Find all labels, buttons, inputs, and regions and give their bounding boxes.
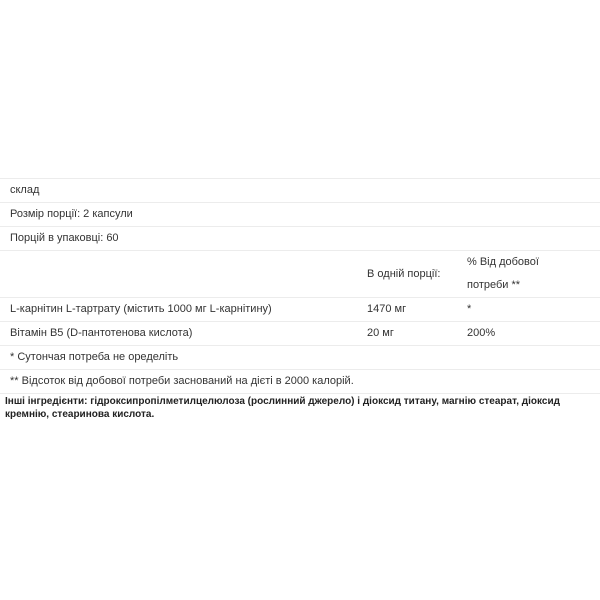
footnote: ** Відсоток від добової потреби заснований на дієті в 2000 калорій. bbox=[0, 370, 600, 394]
ingredient-dv: * bbox=[467, 298, 600, 322]
footnote: * Сутончая потреба не оределіть bbox=[0, 346, 600, 370]
ingredient-dv: 200% bbox=[467, 322, 600, 346]
ingredient-name: L-карнітин L-тартрату (містить 1000 мг L-карнітину) bbox=[0, 298, 367, 322]
section-title: склад bbox=[0, 179, 600, 203]
table-row bbox=[0, 298, 600, 322]
other-ingredients: Інші інгредієнти: гідроксипропілметилцелюлоза (рослинний джерело) і діоксид титану, магнію стеарат, діоксид кремнію, стеаринова кислота. bbox=[5, 396, 560, 420]
table-header bbox=[0, 251, 600, 298]
servings-per-container: Порцій в упаковці: 60 bbox=[0, 227, 600, 251]
supplement-facts-table bbox=[0, 178, 600, 394]
per-serving-header: В одній порції: bbox=[367, 251, 467, 298]
ingredient-name: Вітамін B5 (D-пантотенова кислота) bbox=[0, 322, 367, 346]
ingredient-amount: 20 мг bbox=[367, 322, 467, 346]
serving-size: Розмір порції: 2 капсули bbox=[0, 203, 600, 227]
daily-value-header: % Від добової потреби ** bbox=[467, 251, 600, 298]
ingredient-amount: 1470 мг bbox=[367, 298, 467, 322]
table-row bbox=[0, 322, 600, 346]
